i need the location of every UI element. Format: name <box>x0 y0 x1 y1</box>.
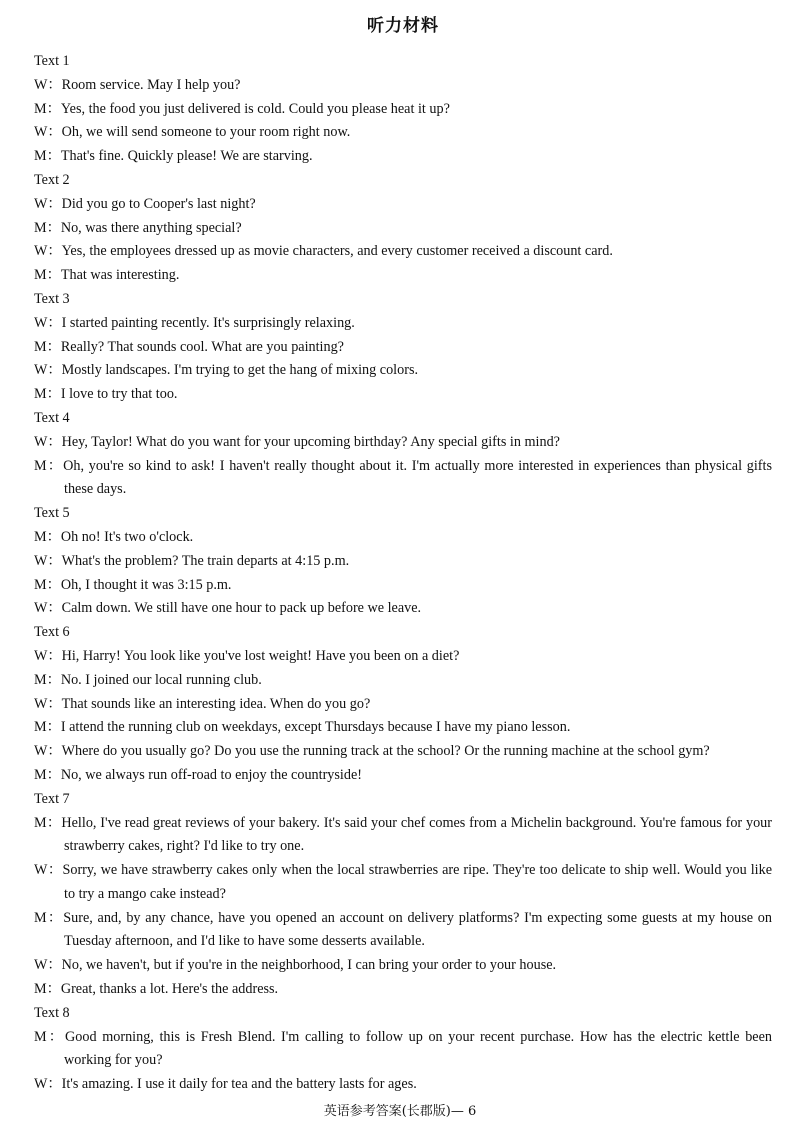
dialogue-line <box>34 550 772 574</box>
dialogue-line <box>34 359 772 383</box>
dialogue-line <box>34 669 772 693</box>
page-title: 听力材料 <box>367 16 439 36</box>
dialogue-line <box>34 740 772 764</box>
dialogue-text: Yes, the employees dressed up as movie characters, and every customer received a discount card. <box>61 243 613 260</box>
dialogue-text: What's the problem? The train departs at 4:15 p.m. <box>61 552 350 569</box>
dialogue-text: I attend the running club on weekdays, except Thursdays because I have my piano lesson. <box>60 719 571 736</box>
speaker-label: M ： <box>34 148 61 164</box>
dialogue-text: That's fine. Quickly please! We are starving. <box>60 148 313 165</box>
speaker-label: W ： <box>34 434 62 450</box>
text-section-label: Text 5 <box>34 505 70 522</box>
dialogue-line <box>34 1026 772 1074</box>
dialogue-text: Sorry, we have strawberry cakes only when the local strawberries are ripe. They're too delicate to ship well. Would you like to try a mango cake instead? <box>62 862 772 902</box>
dialogue-line <box>34 597 772 621</box>
dialogue-text: No, we haven't, but if you're in the neighborhood, I can bring your order to your house. <box>61 957 557 974</box>
speaker-label: M ： <box>34 529 61 545</box>
speaker-label: M ： <box>34 101 61 117</box>
dialogue-line <box>34 526 772 550</box>
speaker-label: M ： <box>34 577 61 593</box>
dialogue-text: Hi, Harry! You look like you've lost weight! Have you been on a diet? <box>61 647 460 664</box>
speaker-label: M ： <box>34 267 61 283</box>
speaker-label: M ： <box>34 767 61 783</box>
transcript-body <box>34 50 772 1097</box>
dialogue-text: I started painting recently. It's surprisingly relaxing. <box>61 314 355 331</box>
dialogue-line <box>34 716 772 740</box>
text-section-label: Text 1 <box>34 53 70 69</box>
speaker-label: W ： <box>34 862 62 878</box>
text-section-label: Text 3 <box>34 290 70 307</box>
text-section-label: Text 7 <box>34 790 70 807</box>
dialogue-text: Oh, you're so kind to ask! I haven't really thought about it. I'm actually more interested in experiences than physical gifts these days. <box>63 457 772 498</box>
speaker-label: W ： <box>34 124 62 140</box>
dialogue-line <box>34 693 772 717</box>
dialogue-line <box>34 240 772 264</box>
speaker-label: W ： <box>34 362 62 378</box>
dialogue-line <box>34 812 772 860</box>
dialogue-line <box>34 1073 772 1097</box>
dialogue-line <box>34 455 772 503</box>
dialogue-text: No. I joined our local running club. <box>60 671 262 688</box>
dialogue-text: That was interesting. <box>60 267 180 284</box>
speaker-label: M ： <box>34 815 61 831</box>
dialogue-text: Sure, and, by any chance, have you opened an account on delivery platforms? I'm expecting some guests at my house on Tuesday afternoon, and I'd like to have some desserts available. <box>63 909 772 950</box>
dialogue-line <box>34 383 772 407</box>
dialogue-text: Room service. May I help you? <box>61 76 241 93</box>
speaker-label: M ： <box>34 672 61 688</box>
speaker-label: W ： <box>34 696 62 712</box>
speaker-label: W ： <box>34 243 62 259</box>
dialogue-text: Hey, Taylor! What do you want for your upcoming birthday? Any special gifts in mind? <box>61 433 560 450</box>
dialogue-line <box>34 336 772 360</box>
dialogue-line <box>34 193 772 217</box>
dialogue-text: Where do you usually go? Do you use the running track at the school? Or the running machine at the school gym? <box>61 743 710 760</box>
dialogue-line <box>34 312 772 336</box>
dialogue-text: No, we always run off-road to enjoy the countryside! <box>60 766 362 783</box>
speaker-label: W ： <box>34 743 62 759</box>
text-section-label: Text 8 <box>34 1004 70 1021</box>
speaker-label: W ： <box>34 315 62 331</box>
dialogue-text: Oh, we will send someone to your room right now. <box>61 124 351 141</box>
dialogue-line <box>34 907 772 955</box>
speaker-label: M ： <box>34 719 61 735</box>
speaker-label: M ： <box>34 981 61 997</box>
dialogue-text: No, was there anything special? <box>60 219 242 236</box>
dialogue-line <box>34 978 772 1002</box>
dialogue-line <box>34 264 772 288</box>
dialogue-text: Did you go to Cooper's last night? <box>61 195 256 212</box>
speaker-label: M ： <box>34 910 63 926</box>
dialogue-text: It's amazing. I use it daily for tea and the battery lasts for ages. <box>61 1076 417 1093</box>
dialogue-line <box>34 574 772 598</box>
dialogue-text: That sounds like an interesting idea. When do you go? <box>61 695 371 712</box>
dialogue-line <box>34 98 772 122</box>
dialogue-text: I love to try that too. <box>60 386 178 403</box>
dialogue-line <box>34 74 772 98</box>
dialogue-text: Hello, I've read great reviews of your bakery. It's said your chef comes from a Michelin background. You're famous for your strawberry cakes, right? I'd like to try one. <box>61 814 772 855</box>
speaker-label: M ： <box>34 386 61 402</box>
speaker-label: M ： <box>34 339 61 355</box>
speaker-label: W ： <box>34 77 62 93</box>
dialogue-text: Oh no! It's two o'clock. <box>60 528 194 545</box>
dialogue-line <box>34 645 772 669</box>
dialogue-line <box>34 954 772 978</box>
text-section-label: Text 2 <box>34 171 70 188</box>
dialogue-line <box>34 859 772 907</box>
dialogue-text: Calm down. We still have one hour to pack up before we leave. <box>61 600 422 617</box>
speaker-label: M ： <box>34 458 63 474</box>
dialogue-text: Great, thanks a lot. Here's the address. <box>60 981 279 998</box>
dialogue-text: Good morning, this is Fresh Blend. I'm calling to follow up on your recent purchase. How has the electric kettle been working for you? <box>64 1028 772 1069</box>
speaker-label: W ： <box>34 957 62 973</box>
dialogue-text: Oh, I thought it was 3:15 p.m. <box>60 576 232 593</box>
dialogue-text: Really? That sounds cool. What are you painting? <box>60 338 344 355</box>
dialogue-line <box>34 431 772 455</box>
dialogue-line <box>34 217 772 241</box>
speaker-label: M ： <box>34 1029 65 1045</box>
dialogue-line <box>34 764 772 788</box>
text-section-label: Text 4 <box>34 409 70 426</box>
text-section-label: Text 6 <box>34 624 70 641</box>
dialogue-line <box>34 145 772 169</box>
speaker-label: M ： <box>34 220 61 236</box>
page-footer: 英语参考答案(长郡版)— 6 <box>323 1104 477 1119</box>
speaker-label: W ： <box>34 196 62 212</box>
speaker-label: W ： <box>34 553 62 569</box>
speaker-label: W ： <box>34 600 62 616</box>
dialogue-text: Mostly landscapes. I'm trying to get the hang of mixing colors. <box>61 362 419 379</box>
dialogue-line <box>34 121 772 145</box>
dialogue-text: Yes, the food you just delivered is cold. Could you please heat it up? <box>60 100 450 117</box>
speaker-label: W ： <box>34 1076 62 1092</box>
speaker-label: W ： <box>34 648 62 664</box>
